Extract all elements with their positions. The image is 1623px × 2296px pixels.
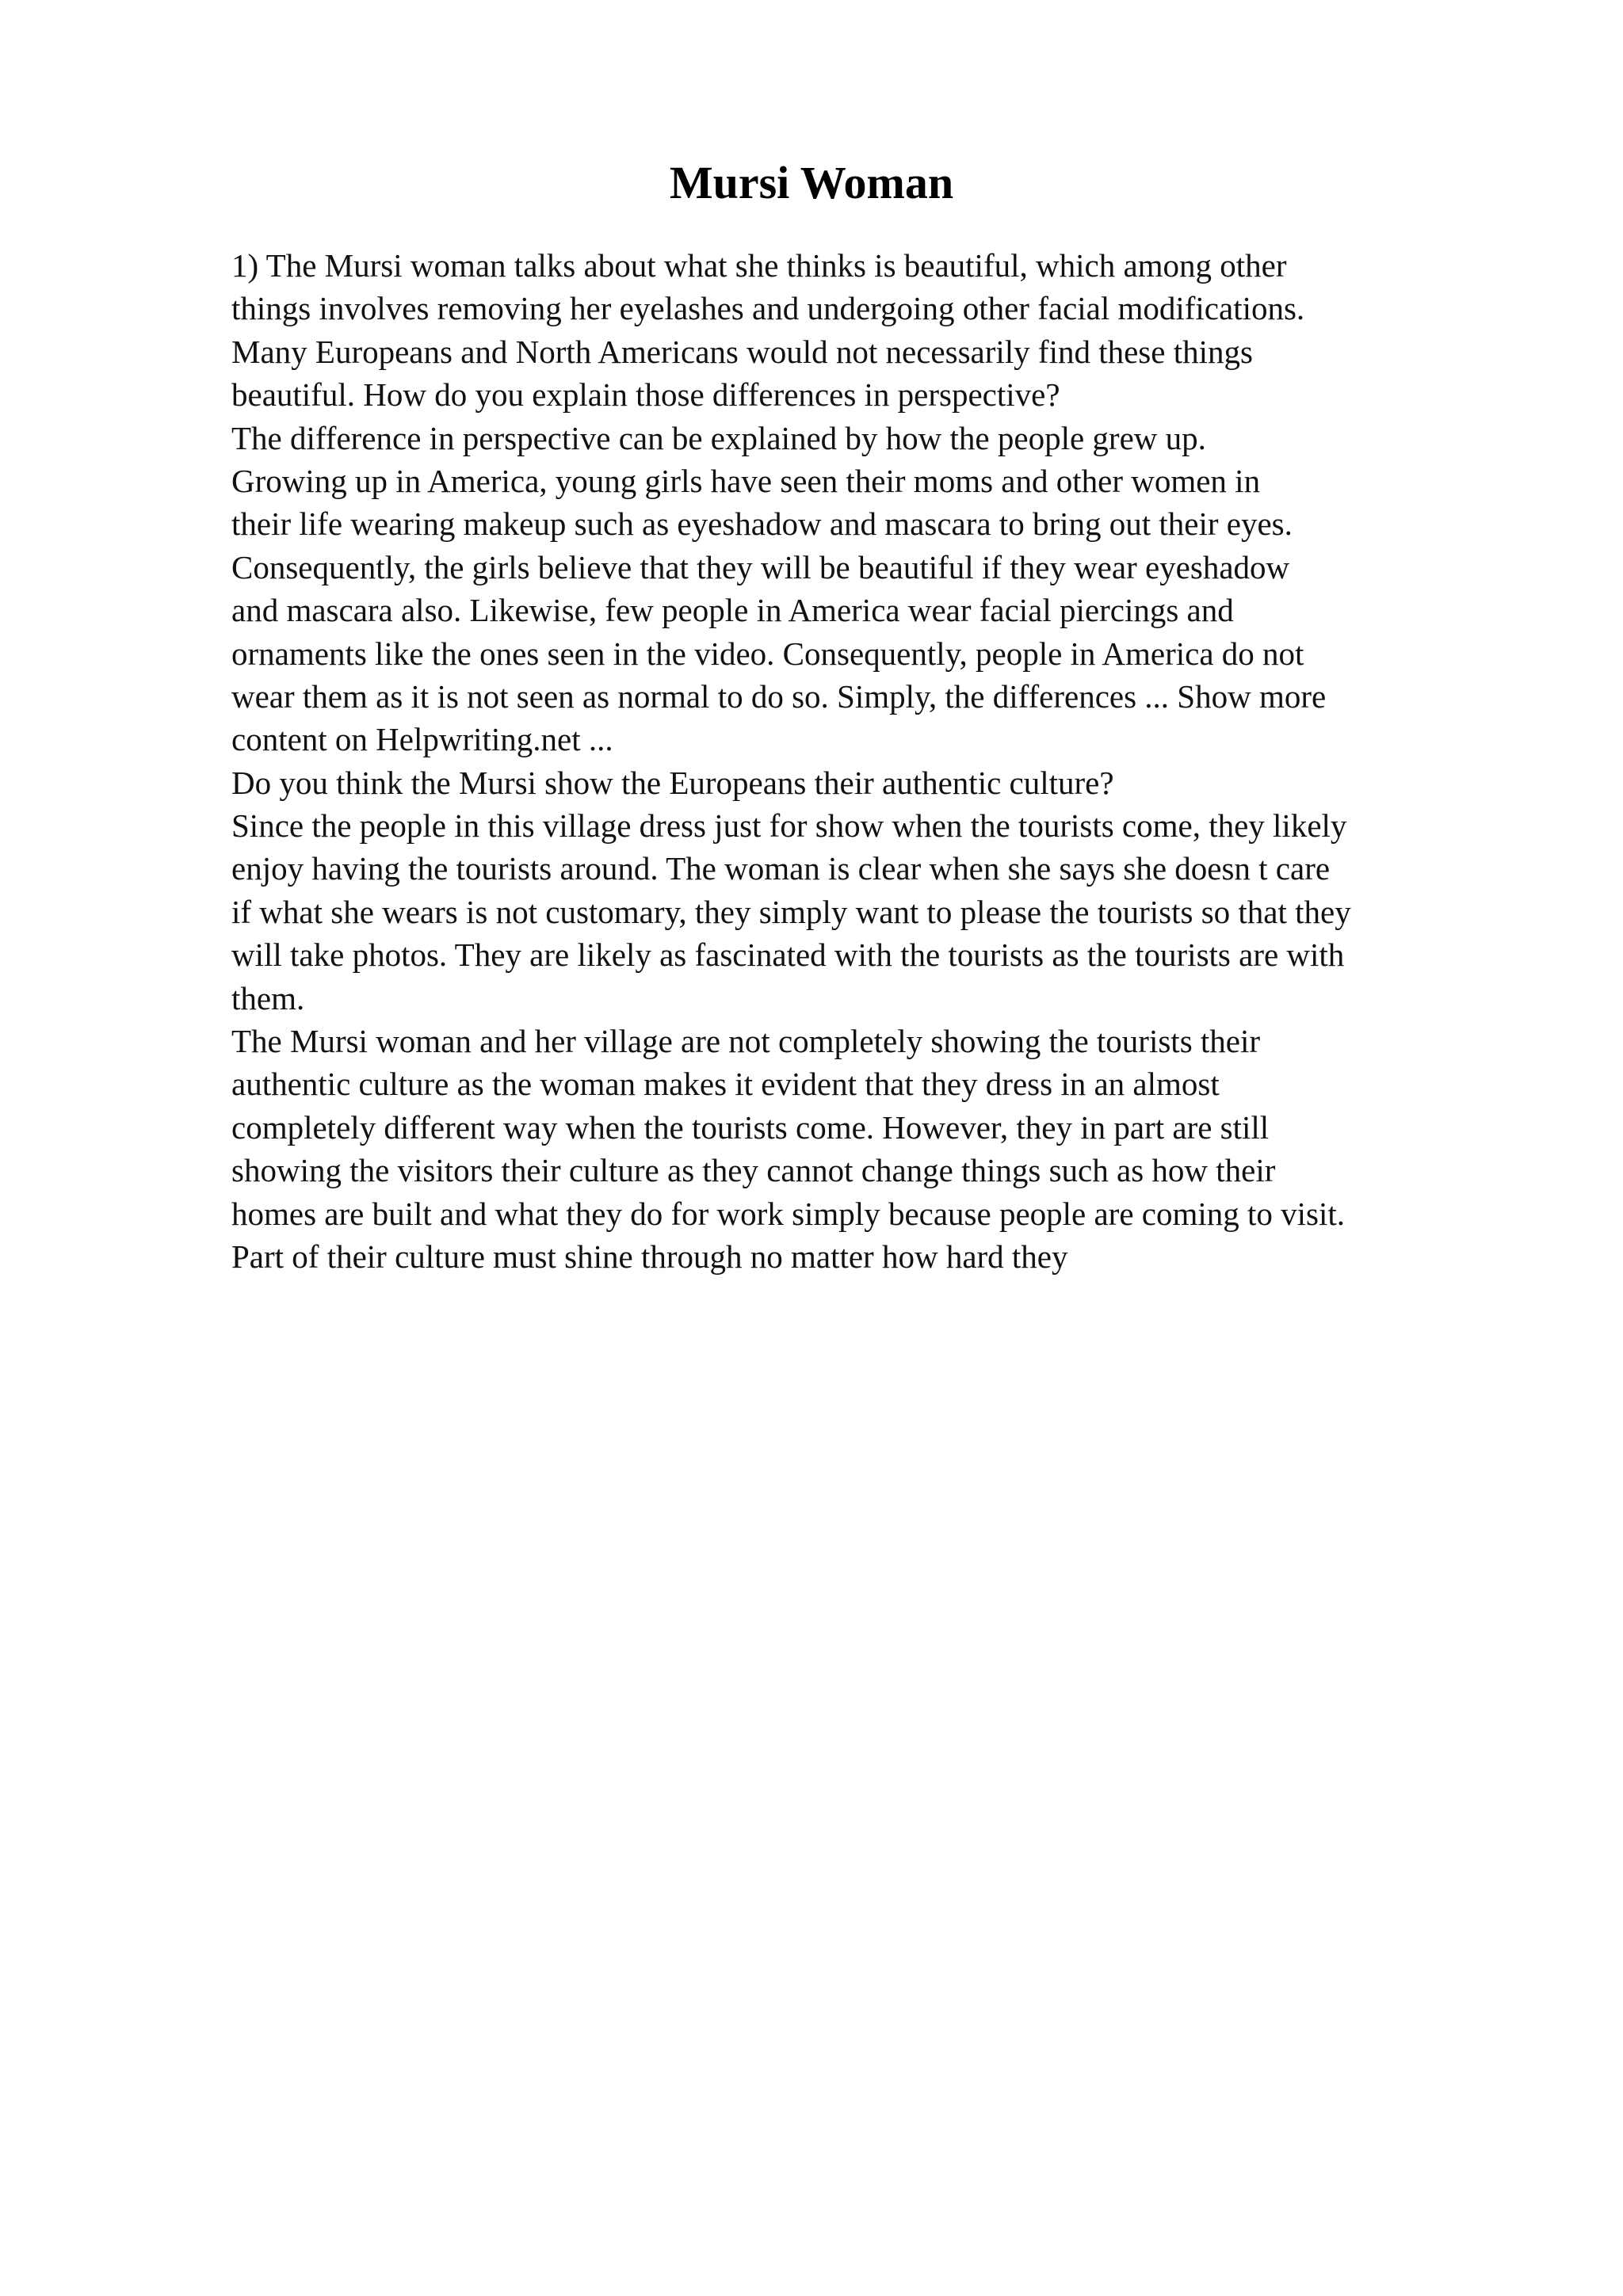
body-line: and mascara also. Likewise, few people in America wear facial piercings and xyxy=(231,592,1234,629)
body-line: 1) The Mursi woman talks about what she thinks is beautiful, which among other xyxy=(231,247,1287,284)
body-line: beautiful. How do you explain those differences in perspective? xyxy=(231,376,1060,414)
document-body xyxy=(231,244,1515,1278)
body-line: their life wearing makeup such as eyeshadow and mascara to bring out their eyes. xyxy=(231,505,1293,543)
body-line: homes are built and what they do for work simply because people are coming to visit. xyxy=(231,1195,1346,1232)
body-line: things involves removing her eyelashes and undergoing other facial modifications. xyxy=(231,290,1305,327)
body-line: The difference in perspective can be explained by how the people grew up. xyxy=(231,419,1206,456)
body-line: ornaments like the ones seen in the video. Consequently, people in America do not xyxy=(231,635,1304,672)
body-line: Many Europeans and North Americans would not necessarily find these things xyxy=(231,333,1253,370)
body-line: enjoy having the tourists around. The woman is clear when she says she doesn t care xyxy=(231,850,1331,887)
body-line: showing the visitors their culture as they cannot change things such as how their xyxy=(231,1152,1276,1189)
body-line: Consequently, the girls believe that they will be beautiful if they wear eyeshadow xyxy=(231,548,1290,585)
body-line: The Mursi woman and her village are not completely showing the tourists their xyxy=(231,1023,1261,1060)
document-title: Mursi Woman xyxy=(669,157,954,208)
body-line: if what she wears is not customary, they simply want to please the tourists so that they xyxy=(231,893,1351,930)
body-line: content on Helpwriting.net ... xyxy=(231,721,613,758)
body-line: wear them as it is not seen as normal to do so. Simply, the differences ... Show more xyxy=(231,677,1327,715)
body-line: Since the people in this village dress just for show when the tourists come, they likely xyxy=(231,807,1347,845)
body-line: completely different way when the tourists come. However, they in part are still xyxy=(231,1108,1270,1146)
body-line: Do you think the Mursi show the Europeans their authentic culture? xyxy=(231,764,1114,801)
body-line: Growing up in America, young girls have seen their moms and other women in xyxy=(231,462,1261,499)
body-line: them. xyxy=(231,979,305,1016)
body-line: Part of their culture must shine through no matter how hard they xyxy=(231,1238,1068,1275)
body-line: authentic culture as the woman makes it evident that they dress in an almost xyxy=(231,1066,1220,1103)
body-line: will take photos. They are likely as fascinated with the tourists as the tourists are with xyxy=(231,936,1345,974)
